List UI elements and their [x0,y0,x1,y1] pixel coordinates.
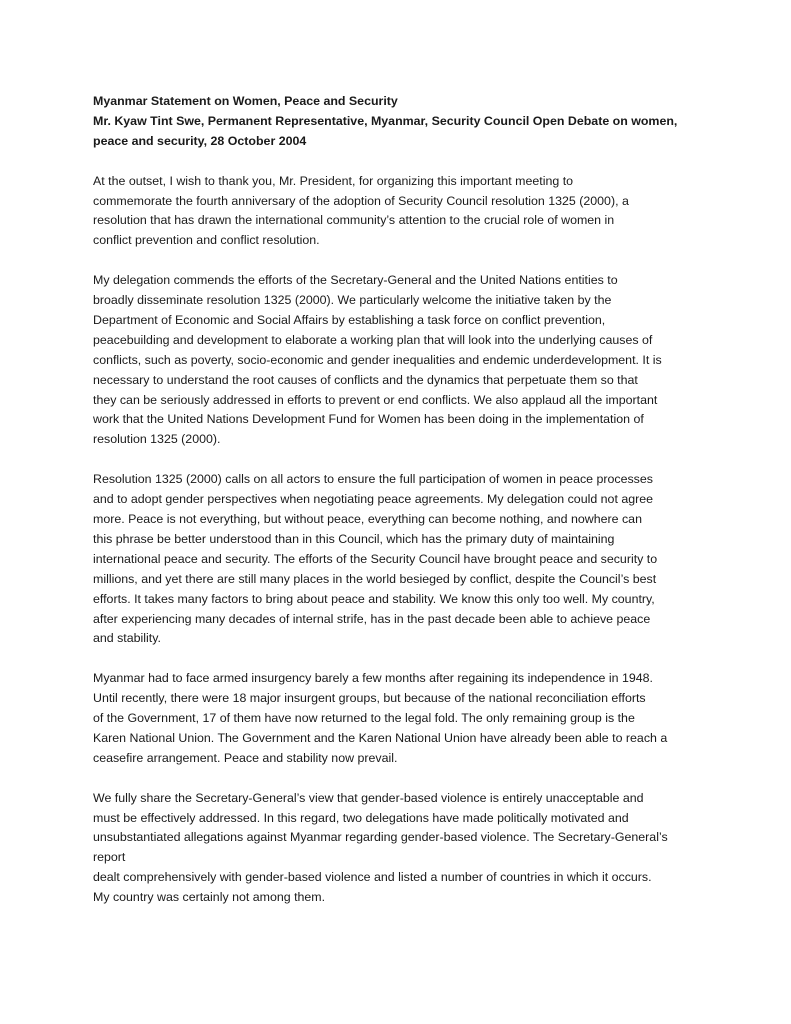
paragraph-5 [93,789,703,908]
paragraph-line: and stability. [93,631,161,646]
paragraph-line: We fully share the Secretary-General’s view that gender-based violence is entirely unacceptable and [93,790,644,805]
paragraph-line: more. Peace is not everything, but without peace, everything can become nothing, and nowhere can [93,511,642,526]
paragraph-line: My country was certainly not among them. [93,890,326,905]
paragraph-line: Resolution 1325 (2000) calls on all actors to ensure the full participation of women in peace processes [93,472,653,487]
paragraph-line: after experiencing many decades of internal strife, has in the past decade been able to achieve peace [93,611,651,626]
document-title: Myanmar Statement on Women, Peace and Security [93,94,398,108]
paragraph-line: commemorate the fourth anniversary of the adoption of Security Council resolution 1325 (2000), a [93,193,629,208]
paragraph-gap [93,450,703,470]
paragraph-4 [93,669,703,769]
paragraph-2 [93,271,703,450]
subtitle-line: peace and security, 28 October 2004 [93,133,307,148]
paragraph-line: Karen National Union. The Government and the Karen National Union have already been able to reach a [93,730,668,745]
paragraph-line: necessary to understand the root causes of conflicts and the dynamics that perpetuate them so that [93,372,638,387]
paragraph-3 [93,470,703,649]
paragraph-line: conflict prevention and conflict resolution. [93,233,320,248]
paragraphs [93,152,703,908]
paragraph-line: millions, and yet there are still many places in the world besieged by conflict, despite the Council’s best [93,571,657,586]
paragraph-line: work that the United Nations Development Fund for Women has been doing in the implementation of [93,412,644,427]
paragraph-line: and to adopt gender perspectives when negotiating peace agreements. My delegation could not agree [93,492,654,507]
paragraph-line: conflicts, such as poverty, socio-economic and gender inequalities and endemic underdevelopment. It is [93,352,662,367]
paragraph-gap [93,769,703,789]
paragraph-line: peacebuilding and development to elaborate a working plan that will look into the underlying causes of [93,332,653,347]
paragraph-line: resolution 1325 (2000). [93,432,221,447]
paragraph-line: of the Government, 17 of them have now returned to the legal fold. The only remaining group is the [93,711,635,726]
paragraph-gap [93,251,703,271]
document-subtitle [93,112,703,152]
paragraph-line: they can be seriously addressed in efforts to prevent or end conflicts. We also applaud all the important [93,392,658,407]
paragraph-gap [93,649,703,669]
paragraph-line: unsubstantiated allegations against Myanmar regarding gender-based violence. The Secretary-General’s [93,830,668,845]
paragraph-line: Until recently, there were 18 major insurgent groups, but because of the national reconciliation efforts [93,691,646,706]
paragraph-line: Myanmar had to face armed insurgency barely a few months after regaining its independence in 1948. [93,671,653,686]
paragraph-line: dealt comprehensively with gender-based violence and listed a number of countries in which it occurs. [93,870,652,885]
paragraph-line: broadly disseminate resolution 1325 (2000). We particularly welcome the initiative taken by the [93,293,612,308]
paragraph-line: international peace and security. The efforts of the Security Council have brought peace and security to [93,551,658,566]
paragraph-line: At the outset, I wish to thank you, Mr. President, for organizing this important meeting to [93,173,574,188]
paragraph-line: My delegation commends the efforts of the Secretary-General and the United Nations entities to [93,273,618,288]
paragraph-line: Department of Economic and Social Affairs by establishing a task force on conflict prevention, [93,312,606,327]
paragraph-1 [93,172,703,252]
paragraph-line: resolution that has drawn the international community’s attention to the crucial role of women in [93,213,615,228]
paragraph-line: ceasefire arrangement. Peace and stability now prevail. [93,750,398,765]
paragraph-line: report [93,850,126,865]
subtitle-line: Mr. Kyaw Tint Swe, Permanent Representative, Myanmar, Security Council Open Debate on women, [93,113,678,128]
paragraph-line: efforts. It takes many factors to bring about peace and stability. We know this only too well. My country, [93,591,655,606]
paragraph-gap [93,152,703,172]
paragraph-line: must be effectively addressed. In this regard, two delegations have made politically motivated and [93,810,629,825]
document-body [93,92,703,908]
paragraph-line: this phrase be better understood than in this Council, which has the primary duty of maintaining [93,531,615,546]
